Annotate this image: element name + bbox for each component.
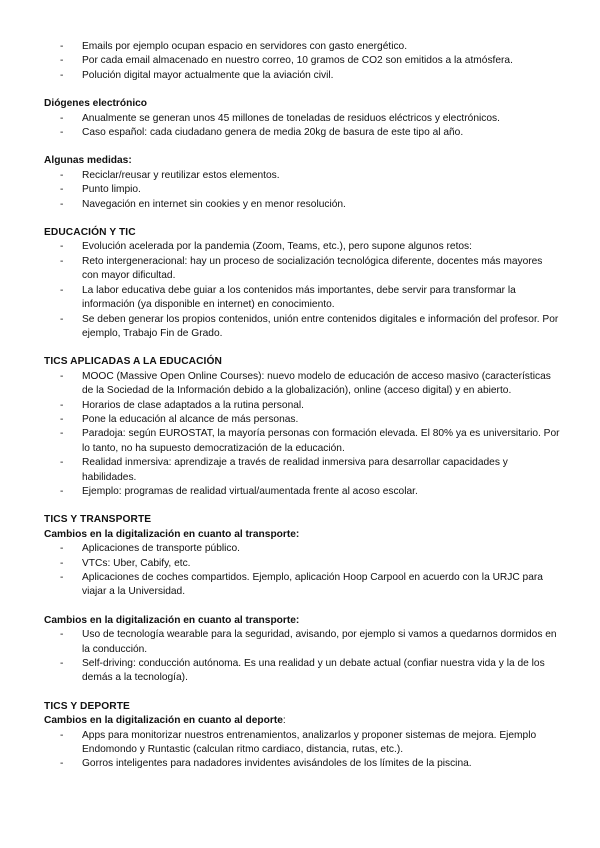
list-item: - Por cada email almacenado en nuestro correo, 10 gramos de CO2 son emitidos a la atmósfera. — [44, 54, 560, 68]
list-item: - Evolución acelerada por la pandemia (Zoom, Teams, etc.), pero supone algunos retos: — [44, 240, 560, 254]
deporte-list — [44, 729, 560, 772]
list-item: - Self-driving: conducción autónoma. Es una realidad y un debate actual (confiar nuestra vida y la de los demás a la tecnología). — [44, 657, 560, 686]
transporte-list-2 — [44, 628, 560, 686]
list-item: - Polución digital mayor actualmente que la aviación civil. — [44, 69, 560, 83]
transporte-list — [44, 542, 560, 600]
list-item: - Reto intergeneracional: hay un proceso de socialización tecnológica diferente, docentes más mayores con mayor dificultad. — [44, 255, 560, 284]
section-heading-transporte: TICS Y TRANSPORTE — [44, 514, 152, 526]
list-item: - MOOC (Massive Open Online Courses): nuevo modelo de educación de acceso masivo (características de la Sociedad de la Información debido a la globalización), online (acceso digital) y en abierto. — [44, 370, 560, 399]
list-item: - Punto limpio. — [44, 183, 560, 197]
list-item: - La labor educativa debe guiar a los contenidos más importantes, debe servir para transformar la información (ya disponible en internet) en conocimiento. — [44, 284, 560, 313]
section-heading-medidas: Algunas medidas: — [44, 155, 132, 167]
intro-list — [44, 40, 560, 83]
list-item: - Realidad inmersiva: aprendizaje a través de realidad inmersiva para desarrollar capacidades y habilidades. — [44, 456, 560, 485]
list-item: - Pone la educación al alcance de más personas. — [44, 413, 560, 427]
list-item: - Gorros inteligentes para nadadores invidentes avisándoles de los límites de la piscina. — [44, 757, 560, 771]
list-item: - Se deben generar los propios contenidos, unión entre contenidos digitales e información del profesor. Por ejemplo, Trabajo Fin de Grado. — [44, 313, 560, 342]
list-item: - Aplicaciones de coches compartidos. Ejemplo, aplicación Hoop Carpool en acuerdo con la URJC para viajar a la Universidad. — [44, 571, 560, 600]
medidas-list — [44, 169, 560, 212]
section-heading-tics-educacion: TICS APLICADAS A LA EDUCACIÓN — [44, 356, 222, 368]
transporte-subtitle-2: Cambios en la digitalización en cuanto al transporte: — [44, 614, 300, 626]
list-item: - Emails por ejemplo ocupan espacio en servidores con gasto energético. — [44, 40, 560, 54]
deporte-subtitle-line — [44, 714, 560, 728]
deporte-subtitle: Cambios en la digitalización en cuanto al deporte — [44, 715, 283, 727]
list-item: - Caso español: cada ciudadano genera de media 20kg de basura de este tipo al año. — [44, 126, 560, 140]
section-heading-diogenes: Diógenes electrónico — [44, 98, 148, 110]
section-heading-deporte: TICS Y DEPORTE — [44, 700, 130, 712]
list-item: - Reciclar/reusar y reutilizar estos elementos. — [44, 169, 560, 183]
list-item: - Apps para monitorizar nuestros entrenamientos, analizarlos y proponer sistemas de mejora. Ejemplo Endomondo y Runtastic (calculan ritmo cardiaco, distancia, rutas, etc.). — [44, 729, 560, 758]
transporte-subtitle: Cambios en la digitalización en cuanto al transporte: — [44, 528, 300, 540]
tics-educacion-list — [44, 370, 560, 500]
list-item: - Anualmente se generan unos 45 millones de toneladas de residuos eléctricos y electrónicos. — [44, 112, 560, 126]
list-item: - Uso de tecnología wearable para la seguridad, avisando, por ejemplo si vamos a quedarnos dormidos en la conducción. — [44, 628, 560, 657]
list-item: - Aplicaciones de transporte público. — [44, 542, 560, 556]
list-item: - Paradoja: según EUROSTAT, la mayoría personas con formación elevada. El 80% ya es universitario. Por lo tanto, no ha supuesto democratización de la educación. — [44, 427, 560, 456]
diogenes-list — [44, 112, 560, 141]
list-item: - Navegación en internet sin cookies y en menor resolución. — [44, 198, 560, 212]
list-item: - Ejemplo: programas de realidad virtual/aumentada frente al acoso escolar. — [44, 485, 560, 499]
deporte-subtitle-colon: : — [282, 715, 286, 727]
list-item: - VTCs: Uber, Cabify, etc. — [44, 557, 560, 571]
list-item: - Horarios de clase adaptados a la rutina personal. — [44, 399, 560, 413]
section-heading-educacion: EDUCACIÓN Y TIC — [44, 227, 136, 239]
educacion-list — [44, 240, 560, 341]
